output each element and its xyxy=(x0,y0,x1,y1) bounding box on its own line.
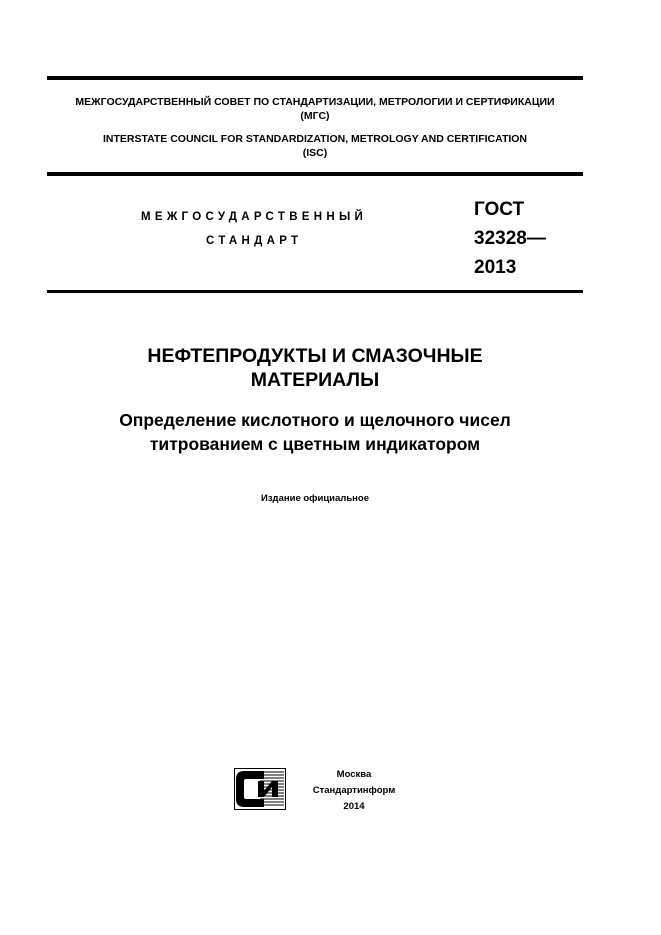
council-name-en xyxy=(47,132,583,160)
standartinform-logo-icon xyxy=(234,768,286,810)
standard-type-line1: МЕЖГОСУДАРСТВЕННЫЙ xyxy=(141,211,368,223)
edition-note: Издание официальное xyxy=(261,493,369,504)
document-title-line1: НЕФТЕПРОДУКТЫ И СМАЗОЧНЫЕ xyxy=(147,345,483,367)
gost-label: ГОСТ xyxy=(474,199,525,220)
council-name-en-line1: INTERSTATE COUNCIL FOR STANDARDIZATION, METROLOGY AND CERTIFICATION xyxy=(102,133,528,145)
publisher-block xyxy=(296,767,412,815)
gost-number: 32328— xyxy=(474,228,546,249)
document-subtitle-line2: титрованием с цветным индикатором xyxy=(149,434,481,454)
gost-designation xyxy=(474,195,546,282)
standard-type-line2: СТАНДАРТ xyxy=(206,235,303,247)
gost-year: 2013 xyxy=(474,257,517,278)
council-name-ru-line1: МЕЖГОСУДАРСТВЕННЫЙ СОВЕТ ПО СТАНДАРТИЗАЦИИ, МЕТРОЛОГИИ И СЕРТИФИКАЦИИ xyxy=(75,96,555,108)
council-abbr-en: (ISC) xyxy=(302,147,328,159)
council-name-ru xyxy=(47,95,583,123)
council-abbr-ru: (МГС) xyxy=(300,110,330,122)
document-title-line2: МАТЕРИАЛЫ xyxy=(250,369,380,391)
publication-year: 2014 xyxy=(343,801,365,812)
publisher-name: Стандартинформ xyxy=(312,785,396,796)
publisher-city: Москва xyxy=(336,769,372,780)
top-rule xyxy=(47,76,583,80)
bottom-rule xyxy=(47,290,583,293)
middle-rule xyxy=(47,172,583,176)
document-subtitle xyxy=(47,408,583,456)
document-title xyxy=(47,344,583,392)
document-subtitle-line1: Определение кислотного и щелочного чисел xyxy=(119,410,511,430)
